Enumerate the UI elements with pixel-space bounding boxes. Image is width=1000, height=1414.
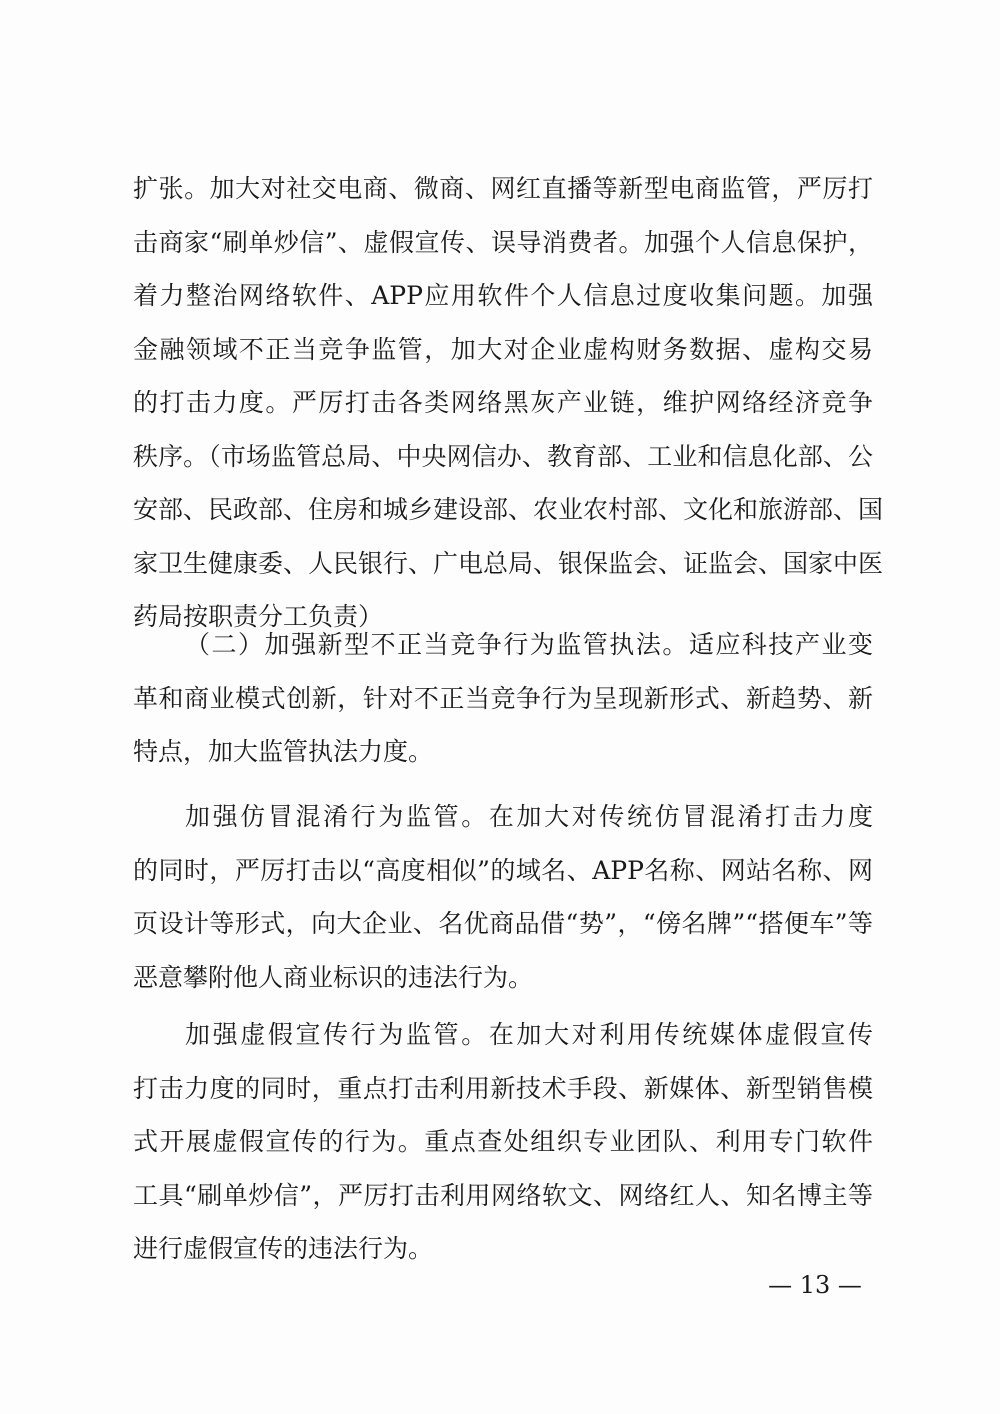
text-line: 页设计等形式，向大企业、名优商品借“势”，“傍名牌”“搭便车”等 — [133, 909, 873, 938]
text-line: 的同时，严厉打击以“高度相似”的域名、APP名称、网站名称、网 — [133, 855, 873, 885]
text-line: 打击力度的同时，重点打击利用新技术手段、新媒体、新型销售模 — [133, 1073, 873, 1103]
paragraph-counterfeit-confusion — [133, 790, 873, 1004]
text-line: 加强虚假宣传行为监管。在加大对利用传统媒体虚假宣传 — [185, 1020, 873, 1049]
paragraph-false-advertising — [133, 1008, 873, 1276]
text-line: 的打击力度。严厉打击各类网络黑灰产业链，维护网络经济竞争 — [133, 388, 873, 417]
text-line: 击商家“刷单炒信”、虚假宣传、误导消费者。加强个人信息保护， — [133, 227, 873, 257]
text-line: 安部、民政部、住房和城乡建设部、农业农村部、文化和旅游部、国 — [133, 495, 884, 524]
text-line: 进行虚假宣传的违法行为。 — [133, 1234, 434, 1263]
text-line: 扩张。加大对社交电商、微商、网红直播等新型电商监管，严厉打 — [133, 174, 873, 203]
text-line: 秩序。（市场监管总局、中央网信办、教育部、工业和信息化部、公 — [133, 441, 873, 471]
paragraph-continuation — [133, 162, 884, 644]
text-line: 加强仿冒混淆行为监管。在加大对传统仿冒混淆打击力度 — [185, 802, 873, 831]
text-line: 革和商业模式创新，针对不正当竞争行为呈现新形式、新趋势、新 — [133, 683, 873, 713]
text-line: 特点，加大监管执法力度。 — [133, 737, 434, 766]
text-line: （二）加强新型不正当竞争行为监管执法。适应科技产业变 — [185, 630, 873, 659]
text-line: 着力整治网络软件、APP应用软件个人信息过度收集问题。加强 — [133, 281, 873, 310]
page-number: — 13 — — [768, 1271, 862, 1299]
text-line: 家卫生健康委、人民银行、广电总局、银保监会、证监会、国家中医 — [133, 548, 884, 578]
text-line: 式开展虚假宣传的行为。重点查处组织专业团队、利用专门软件 — [133, 1127, 873, 1156]
text-line: 恶意攀附他人商业标识的违法行为。 — [133, 962, 534, 992]
text-line: 工具“刷单炒信”，严厉打击利用网络软文、网络红人、知名博主等 — [133, 1180, 873, 1210]
section-heading-paragraph — [133, 618, 873, 779]
text-line: 药局按职责分工负责） — [133, 602, 384, 631]
text-line: 金融领域不正当竞争监管，加大对企业虚构财务数据、虚构交易 — [133, 334, 873, 364]
